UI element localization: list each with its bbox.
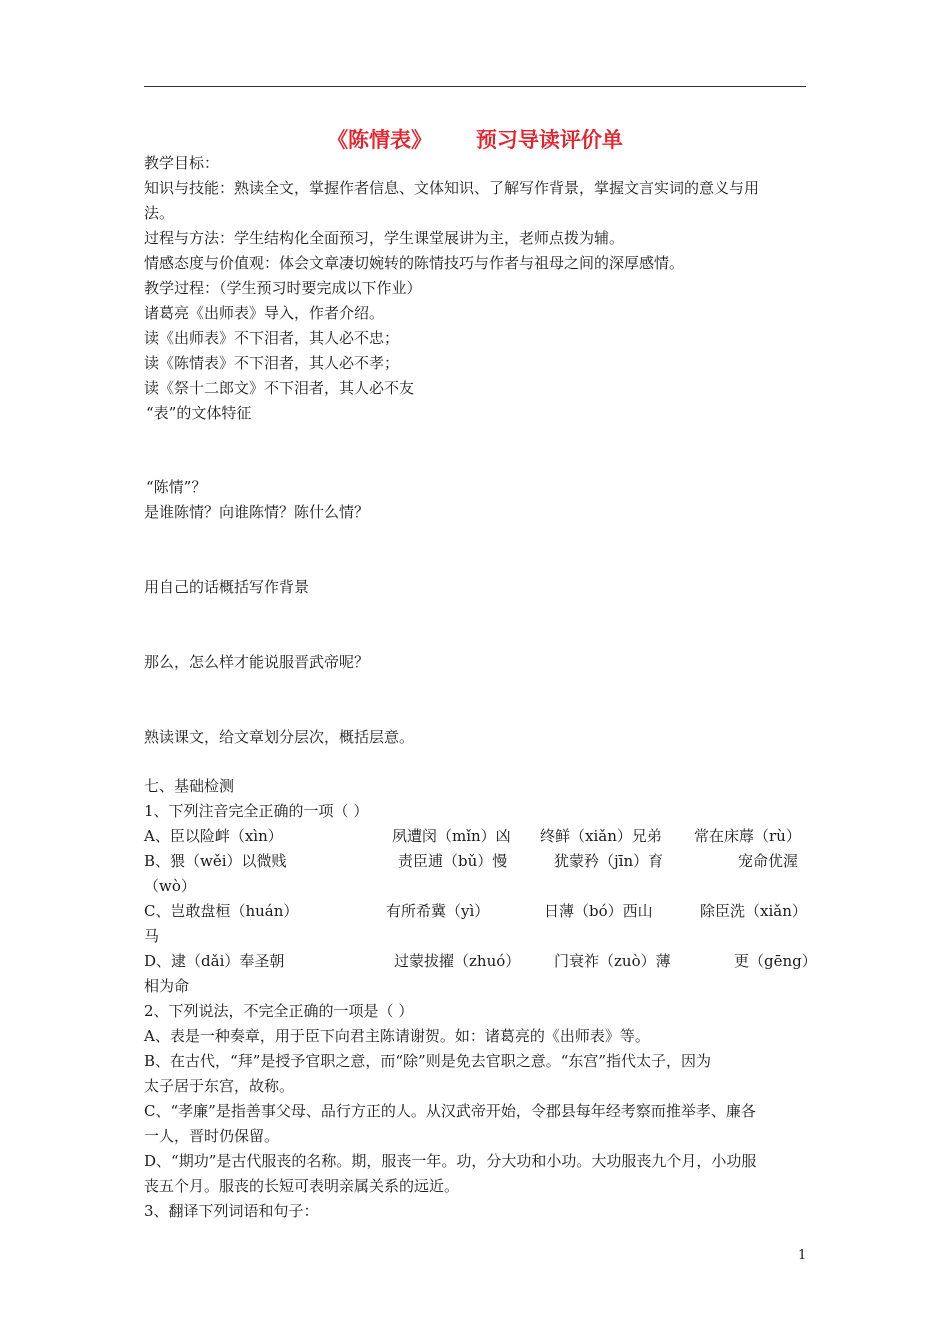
page-number: 1: [798, 1248, 807, 1263]
option-a-col4: 常在床蓐（rù）: [694, 827, 801, 845]
option-row: [144, 901, 806, 921]
q2-option-a: A、表是一种奏章，用于臣下向君主陈请谢贺。如：诸葛亮的《出师表》等。: [144, 1027, 650, 1045]
option-a-col2: 夙遭闵（mǐn）凶: [392, 827, 511, 845]
option-d-col3: 门衰祚（zuò）薄: [554, 952, 671, 970]
intro-line: 诸葛亮《出师表》导入，作者介绍。: [144, 304, 385, 322]
chenqing-line: “陈情”？: [146, 478, 207, 496]
layers-line: 熟读课文，给文章划分层次，概括层意。: [144, 728, 415, 746]
option-b-col2: 责臣逋（bǔ）慢: [398, 852, 508, 870]
knowledge-line-1: 知识与技能：熟读全文，掌握作者信息、文体知识、了解写作背景，掌握文言实词的意义与用: [144, 179, 760, 197]
teaching-process-line: 教学过程：（学生预习时要完成以下作业）: [144, 279, 422, 297]
option-d-col4: 更（gēng）: [734, 952, 817, 970]
page-title: 《陈情表》 预习导读评价单: [327, 128, 623, 152]
quote-line-1: 读《出师表》不下泪者，其人必不忠；: [144, 329, 400, 347]
option-c-continuation: 马: [144, 927, 160, 945]
question-2: 2、下列说法，不完全正确的一项是（ ）: [144, 1002, 414, 1020]
persuade-line: 那么，怎么样才能说服晋武帝呢？: [144, 653, 370, 671]
option-row: [144, 951, 817, 971]
knowledge-line-2: 法。: [144, 204, 175, 222]
option-a-col3: 终鲜（xiǎn）兄弟: [540, 827, 662, 845]
option-b-col3: 犹蒙矜（jīn）育: [554, 852, 664, 870]
q2-option-c-line-2: 一人，晋时仍保留。: [144, 1127, 280, 1145]
genre-line: “表”的文体特征: [146, 404, 252, 422]
q2-option-d-line-1: D、“期功”是古代服丧的名称。期，服丧一年。功，分大功和小功。大功服丧九个月，小功服: [144, 1152, 757, 1170]
quote-line-3: 读《祭十二郎文》不下泪者，其人必不友: [144, 379, 415, 397]
q2-option-c-line-1: C、“孝廉”是指善事父母、品行方正的人。从汉武帝开始，令郡县每年经考察而推举孝、廉各: [144, 1102, 756, 1120]
question-1: 1、下列注音完全正确的一项（ ）: [144, 802, 369, 820]
option-d-label: D、逮（dǎi）奉圣朝: [144, 952, 285, 970]
q2-option-d-line-2: 丧五个月。服丧的长短可表明亲属关系的远近。: [144, 1177, 460, 1195]
option-b-continuation: （wò）: [144, 877, 196, 895]
question-3: 3、翻译下列词语和句子：: [144, 1202, 319, 1220]
option-b-label: B、猥（wěi）以微贱: [144, 852, 287, 870]
option-c-col3: 日薄（bó）西山: [544, 902, 653, 920]
q2-option-b-line-2: 太子居于东宫，故称。: [144, 1077, 295, 1095]
section-heading: 七、基础检测: [144, 777, 235, 795]
objectives-heading: 教学目标：: [144, 154, 220, 172]
who-line: 是谁陈情？向谁陈情？陈什么情？: [144, 503, 370, 521]
option-c-col4: 除臣洗（xiǎn）: [700, 902, 807, 920]
option-d-col2: 过蒙拔擢（zhuó）: [394, 952, 521, 970]
option-row: [144, 851, 806, 871]
option-b-col4: 宠命优渥: [738, 852, 799, 870]
option-row: [144, 826, 806, 846]
background-line: 用自己的话概括写作背景: [144, 578, 310, 596]
option-c-label: C、岂敢盘桓（huán）: [144, 902, 299, 920]
process-method-line: 过程与方法：学生结构化全面预习，学生课堂展讲为主，老师点拨为辅。: [144, 229, 625, 247]
option-d-continuation: 相为命: [144, 977, 190, 995]
quote-line-2: 读《陈情表》不下泪者，其人必不孝；: [144, 354, 400, 372]
option-a-label: A、臣以险衅（xìn）: [144, 827, 283, 845]
header-rule: [144, 86, 806, 87]
q2-option-b-line-1: B、在古代，“拜”是授予官职之意，而“除”则是免去官职之意。“东宫”指代太子，因为: [144, 1052, 712, 1070]
emotion-line: 情感态度与价值观：体会文章凄切婉转的陈情技巧与作者与祖母之间的深厚感情。: [144, 254, 685, 272]
option-c-col2: 有所希冀（yì）: [386, 902, 490, 920]
